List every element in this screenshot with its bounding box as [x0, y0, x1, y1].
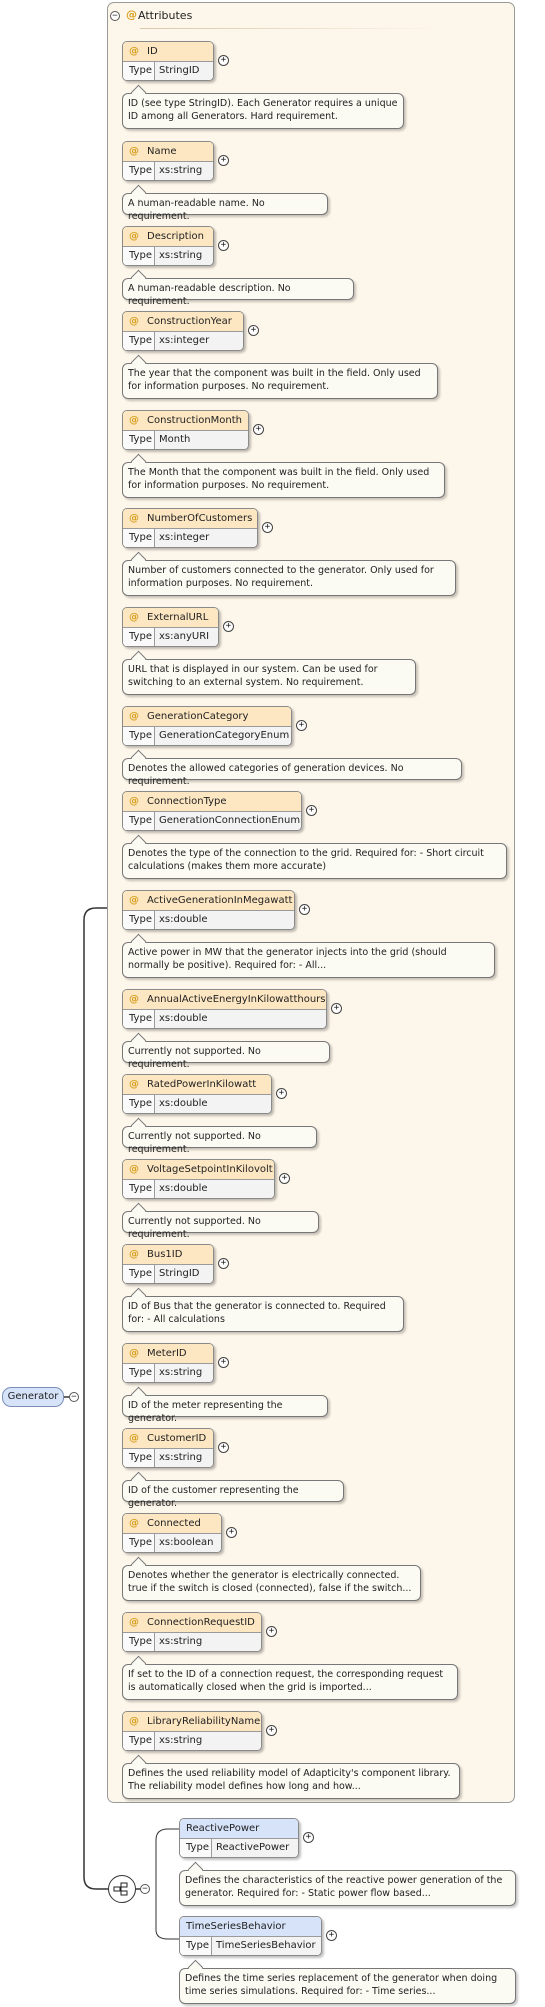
attribute-documentation: Currently not supported. No requirement. — [122, 1126, 317, 1148]
attribute-type-row — [123, 1534, 221, 1552]
expand-icon[interactable]: + — [296, 720, 307, 731]
attribute-type-value: StringID — [159, 1268, 200, 1279]
attribute-type-value: xs:string — [159, 1636, 203, 1647]
attribute-name: LibraryReliabilityName — [147, 1716, 261, 1727]
attribute-name: ActiveGenerationInMegawatt — [147, 895, 293, 906]
attribute-type-value: xs:double — [159, 914, 208, 925]
attribute-name-row — [123, 1245, 213, 1265]
attribute-name: ID — [147, 46, 158, 57]
attribute-at-icon: @ — [129, 1518, 139, 1529]
collapse-generator-icon[interactable]: − — [69, 1392, 79, 1402]
attribute-name: CustomerID — [147, 1433, 207, 1444]
expand-icon[interactable]: + — [248, 325, 259, 336]
child-element-type-row — [180, 1937, 321, 1955]
expand-icon[interactable]: + — [226, 1527, 237, 1538]
attribute-at-icon: @ — [129, 146, 139, 157]
type-key-label: Type — [123, 1095, 155, 1113]
attribute-name-row — [123, 1160, 274, 1180]
attribute-box[interactable] — [122, 508, 258, 548]
attribute-type-value: xs:string — [159, 1452, 203, 1463]
attribute-documentation: Number of customers connected to the generator. Only used for information purposes. No requirement. — [122, 560, 456, 596]
type-key-label: Type — [123, 1633, 155, 1651]
attribute-documentation: ID of Bus that the generator is connected to. Required for: - All calculations — [122, 1296, 404, 1332]
attribute-name-row — [123, 1344, 213, 1364]
attribute-box[interactable] — [122, 1428, 214, 1468]
type-key-label: Type — [123, 1010, 155, 1028]
attribute-type-value: GenerationCategoryEnum — [159, 730, 290, 741]
attribute-type-value: xs:integer — [159, 532, 210, 543]
attribute-name: NumberOfCustomers — [147, 513, 253, 524]
child-element-name: TimeSeriesBehavior — [186, 1921, 286, 1932]
attribute-type-value: xs:double — [159, 1013, 208, 1024]
attribute-type-row — [123, 812, 301, 830]
child-element-box[interactable] — [179, 1916, 322, 1956]
attribute-box[interactable] — [122, 607, 219, 647]
sequence-icon — [109, 1876, 135, 1902]
attribute-at-icon: @ — [129, 415, 139, 426]
attribute-documentation: The Month that the component was built in the field. Only used for information purposes. No requirement. — [122, 462, 445, 498]
expand-icon[interactable]: + — [218, 240, 229, 251]
expand-icon[interactable]: + — [253, 424, 264, 435]
type-key-label: Type — [123, 431, 155, 449]
attribute-type-row — [123, 628, 218, 646]
attribute-type-value: GenerationConnectionEnum — [159, 815, 301, 826]
child-element-type-value: ReactivePower — [216, 1842, 290, 1853]
attribute-box[interactable] — [122, 989, 327, 1029]
attribute-type-row — [123, 1010, 326, 1028]
attribute-documentation: A human-readable description. No requirement. — [122, 278, 354, 300]
attribute-at-icon: @ — [129, 612, 139, 623]
collapse-sequence-icon[interactable]: − — [140, 1884, 150, 1894]
child-element-documentation: Defines the characteristics of the reactive power generation of the generator. Required for: - Static power flow based... — [179, 1870, 516, 1906]
attribute-name-row — [123, 1429, 213, 1449]
type-key-label: Type — [123, 1265, 155, 1283]
attribute-box[interactable] — [122, 1612, 262, 1652]
attribute-type-value: xs:double — [159, 1183, 208, 1194]
attribute-at-icon: @ — [129, 316, 139, 327]
attribute-at-icon: @ — [129, 231, 139, 242]
attribute-box[interactable] — [122, 1244, 214, 1284]
attribute-type-value: xs:anyURI — [159, 631, 210, 642]
attribute-name: ConstructionMonth — [147, 415, 243, 426]
expand-icon[interactable]: + — [326, 1930, 337, 1941]
attribute-documentation: URL that is displayed in our system. Can be used for switching to an external system. No requirement. — [122, 659, 416, 695]
type-key-label: Type — [123, 911, 155, 929]
attribute-at-icon: @ — [129, 711, 139, 722]
attribute-type-value: xs:string — [159, 165, 203, 176]
attribute-type-value: xs:string — [159, 1367, 203, 1378]
expand-icon[interactable]: + — [331, 1003, 342, 1014]
attribute-box[interactable] — [122, 890, 295, 930]
type-key-label: Type — [180, 1839, 212, 1857]
attribute-at-icon: @ — [129, 1079, 139, 1090]
attribute-box[interactable] — [122, 141, 214, 181]
expand-icon[interactable]: + — [262, 522, 273, 533]
attribute-name: VoltageSetpointInKilovolt — [147, 1164, 273, 1175]
type-key-label: Type — [123, 62, 155, 80]
attribute-name: Bus1ID — [147, 1249, 183, 1260]
collapse-attributes-icon[interactable]: − — [110, 11, 120, 21]
attribute-type-row — [123, 247, 213, 265]
child-element-documentation: Defines the time series replacement of the generator when doing time series simulations. Required for: - Time series... — [179, 1968, 516, 2004]
attribute-name: RatedPowerInKilowatt — [147, 1079, 257, 1090]
attribute-type-value: xs:double — [159, 1098, 208, 1109]
attribute-at-icon: @ — [129, 1716, 139, 1727]
attribute-name-row — [123, 1075, 271, 1095]
type-key-label: Type — [123, 247, 155, 265]
attribute-name-row — [123, 1712, 261, 1732]
attribute-name-row — [123, 509, 257, 529]
attribute-documentation: Currently not supported. No requirement. — [122, 1041, 330, 1063]
expand-icon[interactable]: + — [266, 1626, 277, 1637]
attribute-type-value: xs:string — [159, 250, 203, 261]
attribute-name: Name — [147, 146, 177, 157]
attribute-type-value: StringID — [159, 65, 200, 76]
type-key-label: Type — [123, 529, 155, 547]
expand-icon[interactable]: + — [303, 1832, 314, 1843]
attribute-box[interactable] — [122, 1513, 222, 1553]
child-element-type-row — [180, 1839, 298, 1857]
attribute-documentation: Denotes the type of the connection to the grid. Required for: - Short circuit calculations (makes them more accurate) — [122, 843, 507, 879]
attribute-name: ExternalURL — [147, 612, 209, 623]
attribute-type-value: Month — [159, 434, 191, 445]
expand-icon[interactable]: + — [218, 1442, 229, 1453]
attribute-type-value: xs:boolean — [159, 1537, 214, 1548]
attribute-type-row — [123, 1449, 213, 1467]
attribute-box[interactable] — [122, 410, 249, 450]
type-key-label: Type — [123, 812, 155, 830]
attribute-box[interactable] — [122, 226, 214, 266]
attribute-at-icon: @ — [129, 1164, 139, 1175]
attribute-at-icon: @ — [129, 895, 139, 906]
attribute-name: MeterID — [147, 1348, 187, 1359]
type-key-label: Type — [123, 628, 155, 646]
expand-icon[interactable]: + — [218, 1258, 229, 1269]
attribute-name-row — [123, 1613, 261, 1633]
attribute-documentation: If set to the ID of a connection request, the corresponding request is automatically closed when the grid is imported... — [122, 1664, 458, 1700]
attribute-name-row — [123, 608, 218, 628]
type-key-label: Type — [123, 1732, 155, 1750]
attribute-documentation: Currently not supported. No requirement. — [122, 1211, 319, 1233]
attribute-name-row — [123, 707, 291, 727]
child-element-name-row — [180, 1917, 321, 1937]
expand-icon[interactable]: + — [218, 1357, 229, 1368]
attribute-box[interactable] — [122, 1074, 272, 1114]
attribute-box[interactable] — [122, 791, 302, 831]
attribute-name: Description — [147, 231, 204, 242]
attribute-type-row — [123, 332, 243, 350]
expand-icon[interactable]: + — [306, 805, 317, 816]
expand-icon[interactable]: + — [218, 55, 229, 66]
attribute-at-icon: @ — [129, 1348, 139, 1359]
attribute-documentation: ID (see type StringID). Each Generator requires a unique ID among all Generators. Hard requirement. — [122, 93, 404, 129]
attribute-type-row — [123, 162, 213, 180]
attribute-type-row — [123, 431, 248, 449]
expand-icon[interactable]: + — [279, 1173, 290, 1184]
attribute-name-row — [123, 142, 213, 162]
header-divider — [140, 28, 440, 29]
attribute-box[interactable] — [122, 41, 214, 81]
attribute-at-icon: @ — [129, 994, 139, 1005]
attribute-at-icon: @ — [129, 46, 139, 57]
attribute-type-row — [123, 1180, 274, 1198]
type-key-label: Type — [123, 1449, 155, 1467]
attribute-name: Connected — [147, 1518, 201, 1529]
attribute-name-row — [123, 411, 248, 431]
attribute-name: AnnualActiveEnergyInKilowatthours — [147, 994, 326, 1005]
generator-element[interactable]: Generator — [2, 1387, 64, 1407]
attribute-name: ConstructionYear — [147, 316, 232, 327]
attribute-box[interactable] — [122, 1343, 214, 1383]
attribute-documentation: Active power in MW that the generator injects into the grid (should normally be positive). Required for: - All... — [122, 942, 495, 978]
expand-icon[interactable]: + — [276, 1088, 287, 1099]
attribute-type-row — [123, 1732, 261, 1750]
attribute-type-row — [123, 1364, 213, 1382]
type-key-label: Type — [123, 162, 155, 180]
type-key-label: Type — [123, 727, 155, 745]
attribute-type-row — [123, 1095, 271, 1113]
attribute-documentation: A human-readable name. No requirement. — [122, 193, 328, 215]
attribute-name-row — [123, 792, 301, 812]
attribute-name: GenerationCategory — [147, 711, 249, 722]
expand-icon[interactable]: + — [266, 1725, 277, 1736]
attribute-name-row — [123, 227, 213, 247]
child-element-type-value: TimeSeriesBehavior — [216, 1940, 316, 1951]
attribute-type-row — [123, 529, 257, 547]
attribute-name-row — [123, 312, 243, 332]
attribute-documentation: ID of the customer representing the generator. — [122, 1480, 344, 1502]
attribute-box[interactable] — [122, 311, 244, 351]
attribute-name-row — [123, 1514, 221, 1534]
attribute-name-row — [123, 990, 326, 1010]
type-key-label: Type — [123, 1180, 155, 1198]
expand-icon[interactable]: + — [218, 155, 229, 166]
attribute-name: ConnectionRequestID — [147, 1617, 255, 1628]
attribute-type-row — [123, 1265, 213, 1283]
attribute-at-icon: @ — [129, 513, 139, 524]
attribute-name: ConnectionType — [147, 796, 227, 807]
type-key-label: Type — [123, 1364, 155, 1382]
attribute-documentation: Denotes whether the generator is electrically connected. true if the switch is closed (connected), false if the switch... — [122, 1565, 421, 1601]
child-element-name-row — [180, 1819, 298, 1839]
child-element-name: ReactivePower — [186, 1823, 260, 1834]
attribute-at-icon: @ — [129, 1249, 139, 1260]
attribute-documentation: Defines the used reliability model of Adapticity's component library. The reliability model defines how long and how... — [122, 1763, 460, 1799]
attribute-name-row — [123, 42, 213, 62]
attribute-at-icon: @ — [129, 1433, 139, 1444]
attribute-type-row — [123, 62, 213, 80]
attribute-at-icon: @ — [129, 796, 139, 807]
attribute-box[interactable] — [122, 1711, 262, 1751]
expand-icon[interactable]: + — [299, 904, 310, 915]
attribute-at-icon: @ — [126, 8, 137, 21]
attribute-documentation: The year that the component was built in the field. Only used for information purposes. No requirement. — [122, 363, 438, 399]
sequence-compositor[interactable] — [108, 1875, 136, 1903]
attribute-type-row — [123, 727, 291, 745]
expand-icon[interactable]: + — [223, 621, 234, 632]
attribute-type-row — [123, 1633, 261, 1651]
type-key-label: Type — [180, 1937, 212, 1955]
attribute-type-value: xs:integer — [159, 335, 210, 346]
type-key-label: Type — [123, 1534, 155, 1552]
attribute-documentation: Denotes the allowed categories of generation devices. No requirement. — [122, 758, 462, 780]
attribute-at-icon: @ — [129, 1617, 139, 1628]
attribute-type-row — [123, 911, 294, 929]
attribute-box[interactable] — [122, 1159, 275, 1199]
attribute-type-value: xs:string — [159, 1735, 203, 1746]
attributes-group-title: Attributes — [138, 9, 193, 22]
attribute-name-row — [123, 891, 294, 911]
attribute-box[interactable] — [122, 706, 292, 746]
type-key-label: Type — [123, 332, 155, 350]
child-element-box[interactable] — [179, 1818, 299, 1858]
attribute-documentation: ID of the meter representing the generator. — [122, 1395, 328, 1417]
